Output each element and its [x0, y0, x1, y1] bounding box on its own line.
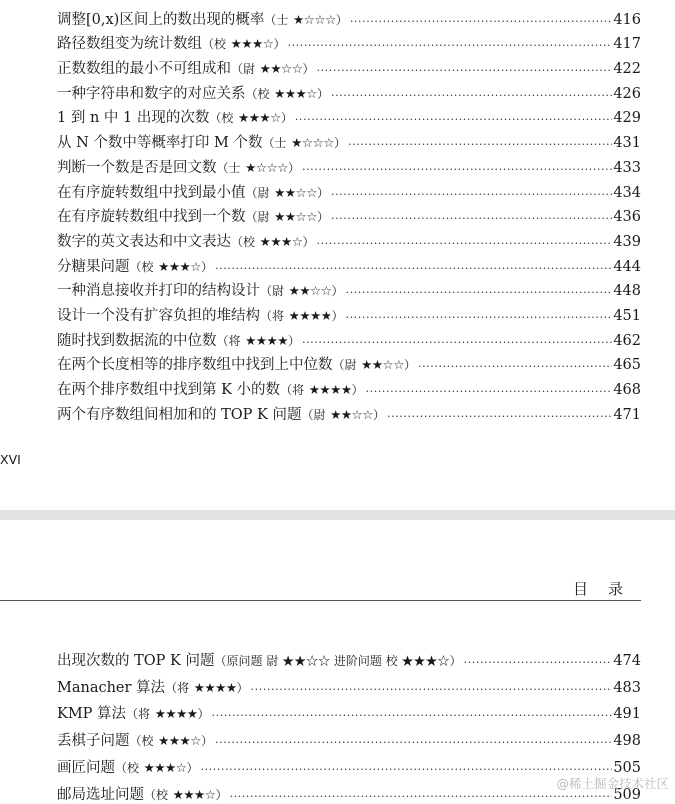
difficulty-level: 校 — [214, 37, 227, 52]
entry-title: 在有序旋转数组中找到一个数（尉 ★★☆☆） — [57, 209, 329, 226]
difficulty-level: 尉 — [272, 284, 285, 299]
difficulty-stars: ★★☆☆ — [274, 184, 317, 200]
toc-entry — [57, 152, 641, 177]
dot-leader — [387, 410, 612, 420]
entry-title: Manacher 算法（将 ★★★★） — [57, 679, 249, 696]
difficulty-stars: ★★★☆ — [172, 786, 216, 802]
entry-title: 画匠问题（校 ★★★☆） — [57, 759, 199, 776]
entry-title: 调整[0,x)区间上的数出现的概率（士 ★☆☆☆） — [57, 11, 348, 28]
difficulty-stars: ★★☆☆ — [361, 357, 404, 373]
difficulty-stars: ★★★☆ — [230, 36, 274, 52]
entry-page-number: 433 — [613, 159, 641, 176]
entry-title: 正数数组的最小不可组成和（尉 ★★☆☆） — [57, 61, 315, 78]
difficulty-level: 士 — [276, 12, 289, 27]
dot-leader — [331, 188, 612, 198]
entry-title-text: 一种字符串和数字的对应关系 — [57, 85, 246, 102]
entry-title-text: 设计一个没有扩容负担的堆结构 — [57, 307, 260, 324]
toc-entry — [57, 697, 641, 724]
entry-title: 从 N 个数中等概率打印 M 个数（士 ★☆☆☆） — [57, 135, 346, 152]
dot-leader — [295, 113, 612, 123]
entry-page-number: 509 — [613, 786, 641, 803]
entry-note: （原问题 尉 ★★☆☆ 进阶问题 校 ★★★☆） — [214, 653, 462, 668]
dot-leader — [345, 286, 612, 296]
difficulty-stars: ★☆☆☆ — [292, 11, 336, 27]
entry-title-text: 1 到 n 中 1 出现的次数 — [57, 110, 210, 127]
dot-leader — [302, 163, 612, 173]
entry-title-text: 随时找到数据流的中位数 — [57, 332, 217, 349]
dot-leader — [348, 138, 612, 148]
toc-page-bottom — [0, 520, 675, 803]
entry-title: 在有序旋转数组中找到最小值（尉 ★★☆☆） — [57, 184, 329, 201]
entry-page-number: 436 — [613, 209, 641, 226]
entry-title-text: 从 N 个数中等概率打印 M 个数 — [57, 135, 263, 152]
toc-entry — [57, 325, 641, 350]
entry-title: 一种消息接收并打印的结构设计（尉 ★★☆☆） — [57, 283, 344, 300]
entry-page-number: 444 — [613, 258, 641, 275]
entry-page-number: 439 — [613, 233, 641, 250]
dot-leader — [331, 89, 612, 99]
entry-page-number: 462 — [613, 332, 641, 349]
difficulty-level: 校 — [243, 234, 256, 249]
difficulty-level: 尉 — [257, 185, 270, 200]
entry-title-text: 在有序旋转数组中找到最小值 — [57, 184, 246, 201]
difficulty-stars: ★☆☆☆ — [245, 159, 288, 175]
difficulty-level: 将 — [138, 707, 151, 722]
toc-entry — [57, 350, 641, 375]
dot-leader — [331, 212, 612, 222]
toc-entry — [57, 276, 641, 301]
difficulty-stars: ★★☆☆ — [274, 209, 317, 225]
dot-leader — [464, 656, 613, 666]
difficulty-level: 将 — [292, 383, 305, 397]
entry-title-text: Manacher 算法 — [57, 679, 166, 696]
entry-title: 设计一个没有扩容负担的堆结构（将 ★★★★） — [57, 307, 344, 324]
entry-title: 随时找到数据流的中位数（将 ★★★★） — [57, 332, 300, 349]
entry-page-number: 468 — [613, 382, 641, 398]
entry-title-text: 丢棋子问题 — [57, 733, 130, 750]
dot-leader — [302, 336, 612, 346]
difficulty-level: 校 — [141, 734, 154, 749]
dot-leader — [287, 39, 612, 49]
entry-page-number: 416 — [613, 11, 641, 28]
entry-page-number: 465 — [613, 357, 641, 374]
entry-title — [57, 652, 462, 670]
entry-title-text: 路径数组变为统计数组 — [57, 36, 202, 53]
entry-title: 丢棋子问题（校 ★★★☆） — [57, 733, 213, 750]
entry-title-text: 在两个长度相等的排序数组中找到上中位数 — [57, 357, 333, 374]
difficulty-stars: ★☆☆☆ — [291, 135, 334, 151]
difficulty-level: 将 — [177, 680, 190, 695]
difficulty-level: 尉 — [344, 358, 357, 373]
entry-title: 路径数组变为统计数组（校 ★★★☆） — [57, 36, 286, 53]
dot-leader — [350, 15, 613, 25]
difficulty-level: 校 — [156, 787, 169, 802]
toc-entry — [57, 251, 641, 276]
difficulty-stars: ★★★★ — [154, 706, 198, 722]
difficulty-stars: ★★★☆ — [158, 258, 201, 274]
entry-title-text: 画匠问题 — [57, 759, 115, 776]
toc-entry — [57, 374, 641, 399]
difficulty-level: 校 — [257, 86, 270, 101]
entry-title: 在两个排序数组中找到第 K 小的数（将 ★★★★） — [57, 382, 364, 398]
entry-page-number: 505 — [613, 759, 641, 776]
difficulty-level: 校 — [221, 111, 234, 126]
entry-title: 两个有序数组间相加和的 TOP K 问题（尉 ★★☆☆） — [57, 406, 385, 423]
toc-entry — [57, 4, 641, 29]
header-rule — [0, 600, 641, 601]
difficulty-stars: ★★★☆ — [274, 85, 317, 101]
dot-leader — [251, 683, 613, 693]
entry-title: 1 到 n 中 1 出现的次数（校 ★★★☆） — [57, 110, 293, 127]
difficulty-stars: ★★★★ — [193, 679, 237, 695]
toc-entry — [57, 53, 641, 78]
toc-entry — [57, 643, 641, 670]
dot-leader — [212, 709, 613, 719]
difficulty-stars: ★★☆☆ — [330, 406, 373, 422]
difficulty-level: 将 — [228, 333, 241, 348]
entry-title-text: 数字的英文表达和中文表达 — [57, 233, 231, 250]
entry-title: KMP 算法（将 ★★★★） — [57, 706, 210, 723]
difficulty-stars: ★★★★ — [308, 382, 352, 397]
toc-entry — [57, 300, 641, 325]
difficulty-stars: ★★☆☆ — [288, 283, 332, 299]
entry-page-number: 471 — [613, 406, 641, 423]
dot-leader — [229, 790, 612, 800]
toc-entry — [57, 399, 641, 424]
difficulty-stars: ★★★★ — [288, 307, 332, 323]
dot-leader — [215, 262, 612, 272]
toc-entry — [57, 177, 641, 202]
entry-title-text: 一种消息接收并打印的结构设计 — [57, 283, 260, 300]
entry-page-number: 426 — [613, 85, 641, 102]
entry-page-number: 483 — [613, 679, 641, 696]
difficulty-stars: ★★★☆ — [237, 110, 281, 126]
entry-title-text: 判断一个数是否是回文数 — [57, 159, 217, 176]
difficulty-level: 尉 — [313, 407, 326, 422]
entry-title: 分糖果问题（校 ★★★☆） — [57, 258, 213, 275]
entry-page-number: 422 — [613, 61, 641, 78]
dot-leader — [366, 385, 613, 395]
page-label: XVI — [0, 452, 21, 467]
difficulty-level: 尉 — [257, 210, 270, 225]
entry-title: 邮局选址问题（校 ★★★☆） — [57, 786, 228, 803]
entry-page-number: 429 — [613, 110, 641, 127]
page-gap — [0, 510, 675, 520]
entry-page-number: 448 — [613, 283, 641, 300]
entry-page-number: 434 — [613, 184, 641, 201]
entry-page-number: 451 — [613, 307, 641, 324]
header-title: 目录 — [572, 580, 643, 598]
toc-entry — [57, 777, 641, 804]
difficulty-stars: ★★★☆ — [259, 233, 303, 249]
entry-page-number: 417 — [613, 36, 641, 53]
toc-list-bottom — [57, 643, 641, 804]
dot-leader — [316, 237, 612, 247]
entry-title-text: 出现次数的 TOP K 问题 — [57, 652, 215, 669]
difficulty-stars: ★★★☆ — [158, 733, 201, 749]
entry-title-text: 两个有序数组间相加和的 TOP K 问题 — [57, 406, 302, 423]
entry-page-number: 491 — [613, 706, 641, 723]
toc-entry — [57, 103, 641, 128]
toc-entry — [57, 226, 641, 251]
toc-entry — [57, 78, 641, 103]
dot-leader — [345, 311, 612, 321]
toc-entry — [57, 723, 641, 750]
toc-entry — [57, 127, 641, 152]
difficulty-level: 将 — [272, 308, 285, 323]
difficulty-stars: ★★★☆ — [143, 759, 187, 775]
dot-leader — [215, 736, 612, 746]
entry-title-text: 在有序旋转数组中找到一个数 — [57, 209, 246, 226]
dot-leader — [316, 64, 612, 74]
entry-title: 判断一个数是否是回文数（士 ★☆☆☆） — [57, 159, 300, 176]
entry-title: 在两个长度相等的排序数组中找到上中位数（尉 ★★☆☆） — [57, 357, 416, 374]
difficulty-level: 校 — [127, 760, 140, 775]
entry-title-text: 分糖果问题 — [57, 258, 130, 275]
toc-entry — [57, 670, 641, 697]
entry-page-number: 498 — [613, 733, 641, 750]
dot-leader — [200, 763, 612, 773]
entry-title-text: 邮局选址问题 — [57, 786, 144, 803]
entry-title-text: 在两个排序数组中找到第 K 小的数 — [57, 382, 281, 398]
difficulty-stars: ★★★★ — [245, 332, 288, 348]
dot-leader — [418, 360, 612, 370]
entry-title-text: 调整[0,x)区间上的数出现的概率 — [57, 11, 265, 28]
entry-page-number: 474 — [613, 652, 641, 669]
entry-title: 数字的英文表达和中文表达（校 ★★★☆） — [57, 233, 315, 250]
difficulty-level: 士 — [228, 160, 241, 175]
difficulty-level: 尉 — [243, 62, 256, 77]
toc-list-top — [57, 4, 641, 424]
watermark: @稀土掘金技术社区 — [556, 776, 669, 791]
entry-title-text: KMP 算法 — [57, 706, 127, 723]
difficulty-level: 士 — [274, 136, 287, 151]
entry-title-text: 正数数组的最小不可组成和 — [57, 61, 231, 78]
toc-entry — [57, 202, 641, 227]
entry-title: 一种字符串和数字的对应关系（校 ★★★☆） — [57, 85, 329, 102]
toc-entry — [57, 29, 641, 54]
entry-page-number: 431 — [613, 135, 641, 152]
toc-entry — [57, 750, 641, 777]
difficulty-stars: ★★☆☆ — [259, 61, 303, 77]
difficulty-level: 校 — [141, 259, 154, 274]
